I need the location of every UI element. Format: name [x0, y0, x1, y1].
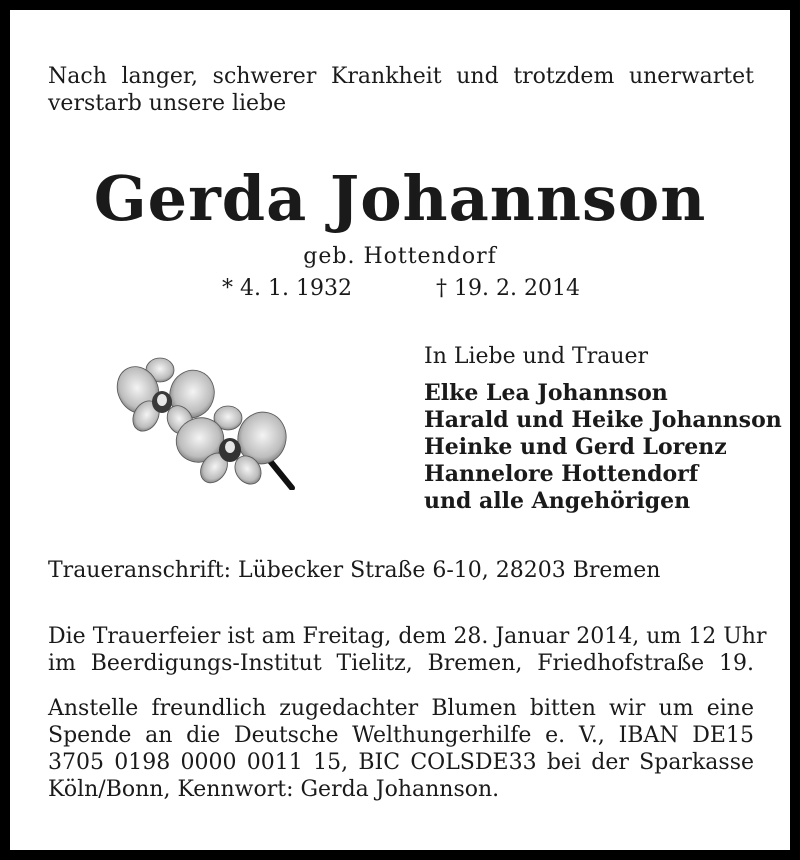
death-date: † 19. 2. 2014: [436, 276, 580, 301]
deceased-name: Gerda Johannson: [93, 162, 707, 235]
donation-line-3: 3705 0198 0000 0011 15, BIC COLSDE33 bei der Sparkasse: [48, 750, 754, 775]
mourner-name: Elke Lea Johannson: [424, 380, 668, 406]
donation-line-4: Köln/Bonn, Kennwort: Gerda Johannson.: [48, 777, 500, 802]
intro-line-2: verstarb unsere liebe: [48, 91, 287, 116]
intro-line-1: Nach langer, schwerer Krankheit und trotzdem unerwartet: [48, 64, 754, 89]
donation-line-1: Anstelle freundlich zugedachter Blumen bitten wir um eine: [48, 696, 754, 721]
donation-line-2: Spende an die Deutsche Welthungerhilfe e. V., IBAN DE15: [48, 723, 754, 748]
orchid-icon: [116, 356, 296, 490]
ceremony-line-2: im Beerdigungs-Institut Tielitz, Bremen, Friedhofstraße 19.: [48, 651, 754, 676]
mourner-name: Harald und Heike Johannson: [424, 407, 782, 433]
funeral-address: Traueranschrift: Lübecker Straße 6-10, 28203 Bremen: [48, 558, 661, 583]
birth-date: * 4. 1. 1932: [222, 276, 352, 301]
mourner-name: Hannelore Hottendorf: [424, 461, 699, 487]
maiden-name: geb. Hottendorf: [303, 244, 497, 269]
mourners-heading: In Liebe und Trauer: [424, 344, 649, 369]
mourner-name: Heinke und Gerd Lorenz: [424, 434, 727, 460]
mourner-name: und alle Angehörigen: [424, 488, 691, 514]
ceremony-line-1: Die Trauerfeier ist am Freitag, dem 28. Januar 2014, um 12 Uhr: [48, 624, 767, 649]
